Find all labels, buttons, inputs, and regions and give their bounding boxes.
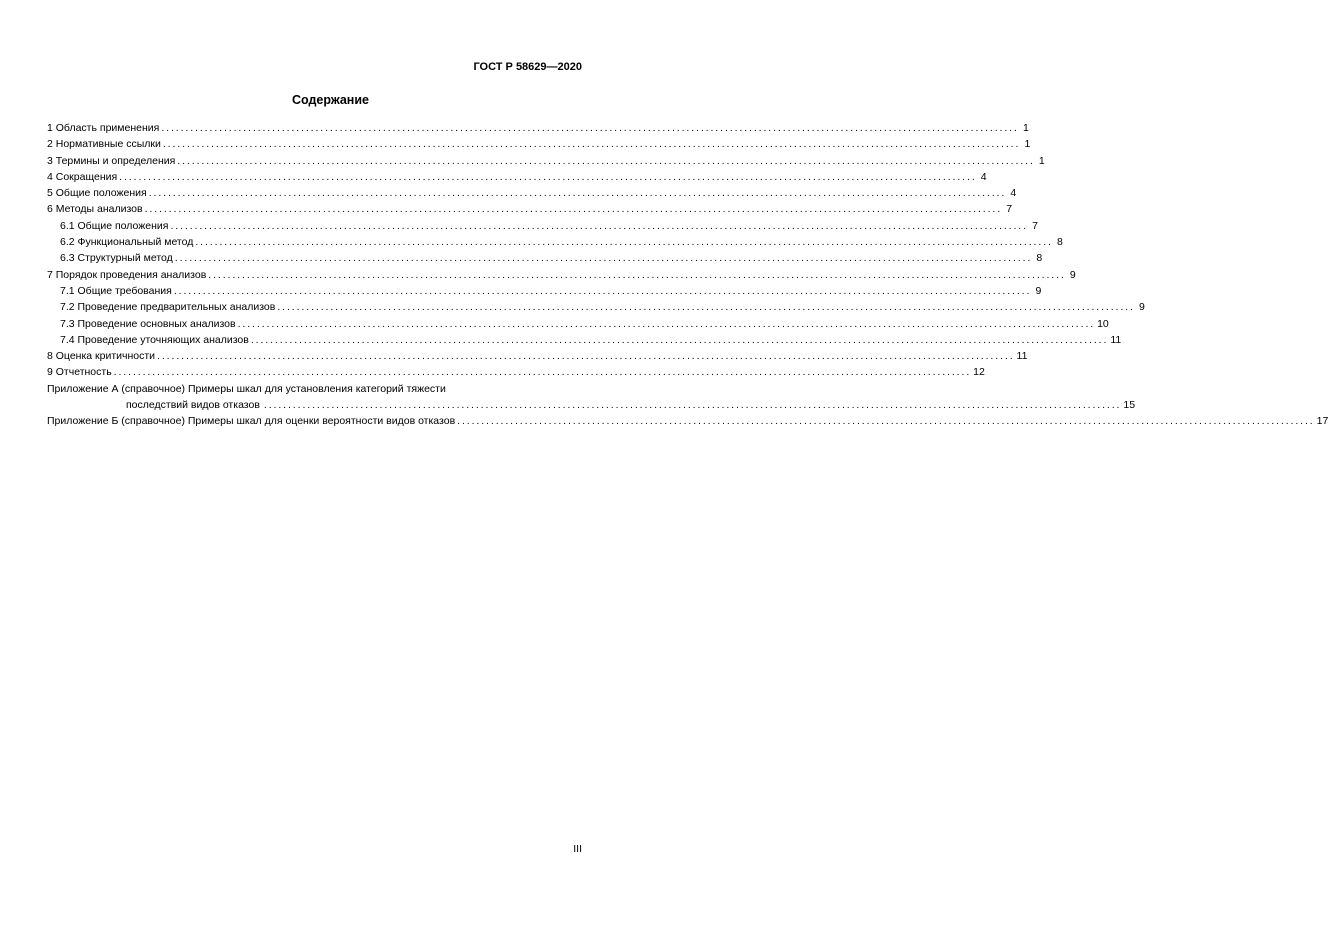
toc-item-page: 10 [1097, 317, 1109, 330]
toc-item-page: 7 [1032, 219, 1038, 232]
toc-item-7-1[interactable] [47, 283, 1042, 299]
toc-leader-dots: .................................................................................................................................................................................. [208, 268, 1066, 281]
toc-item-page: 4 [1010, 187, 1017, 200]
table-of-contents [47, 120, 1328, 430]
toc-leader-dots: .................................................................................................................................................................................. [173, 284, 1032, 297]
toc-item-page: 8 [1036, 252, 1043, 265]
toc-item-label-line1: Приложение А (справочное) Примеры шкал для установления категорий тяжести [47, 382, 446, 395]
toc-item-page: 1 [1022, 122, 1029, 134]
page-number: III [573, 843, 582, 855]
toc-item-7[interactable] [47, 267, 1076, 283]
toc-item-page: 17 [1316, 415, 1328, 428]
toc-item-6-3[interactable] [47, 250, 1043, 266]
toc-item-label: 7.3 Проведение основных анализов [60, 317, 236, 330]
toc-item-page: 9 [1138, 301, 1145, 314]
toc-item-9[interactable] [47, 364, 985, 380]
toc-item-label: 3 Термины и определения [47, 154, 176, 167]
toc-item-page: 11 [1110, 333, 1122, 346]
toc-leader-dots: .................................................................................................................................................................................. [161, 122, 1019, 134]
toc-item-6-1[interactable] [47, 218, 1038, 234]
toc-leader-dots: .................................................................................................................................................................................. [144, 203, 1003, 216]
toc-item-6-2[interactable] [47, 234, 1063, 250]
toc-item-label: Приложение Б (справочное) Примеры шкал для оценки вероятности видов отказов [47, 415, 456, 428]
toc-item-8[interactable] [47, 348, 1028, 364]
toc-leader-dots: .................................................................................................................................................................................. [195, 236, 1053, 249]
toc-item-page: 11 [1016, 350, 1028, 363]
toc-leader-dots: .................................................................................................................................................................................. [174, 252, 1033, 265]
toc-item-label: 6.3 Структурный метод [60, 252, 173, 265]
toc-leader-dots: .................................................................................................................................................................................. [250, 333, 1109, 346]
toc-item-5[interactable] [47, 185, 1017, 201]
toc-item-3[interactable] [47, 153, 1045, 169]
toc-item-6[interactable] [47, 201, 1013, 217]
toc-leader-dots: .................................................................................................................................................................................. [237, 317, 1096, 330]
toc-item-label: 6.1 Общие положения [60, 219, 169, 232]
page-header: ГОСТ Р 58629—2020 [473, 61, 582, 73]
toc-item-page: 12 [973, 366, 985, 379]
toc-item-7-2[interactable] [47, 299, 1145, 315]
toc-leader-dots: .................................................................................................................................................................................. [170, 219, 1028, 232]
toc-item-label: 6 Методы анализов [47, 203, 143, 216]
toc-leader-dots: .................................................................................................................................................................................. [148, 187, 1007, 200]
toc-leader-dots: .................................................................................................................................................................................. [457, 415, 1315, 428]
toc-item-label-line2: последствий видов отказов [126, 399, 260, 412]
toc-item-label: 7.1 Общие требования [60, 284, 172, 297]
toc-item-page: 1 [1024, 138, 1031, 151]
toc-item-appendix-a[interactable] [47, 381, 1136, 414]
toc-item-4[interactable] [47, 169, 987, 185]
toc-item-page: 7 [1006, 203, 1013, 216]
toc-leader-dots: .................................................................................................................................................................................. [113, 366, 972, 379]
toc-item-label: 4 Сокращения [47, 170, 118, 183]
toc-leader-dots: .................................................................................................................................................................................. [162, 138, 1021, 151]
toc-item-page: 9 [1035, 284, 1042, 297]
toc-item-appendix-b[interactable] [47, 413, 1328, 429]
toc-title: Содержание [291, 93, 369, 107]
toc-item-page: 1 [1038, 154, 1045, 167]
toc-item-2[interactable] [47, 136, 1031, 152]
toc-leader-dots: .................................................................................................................................................................................. [263, 399, 1122, 412]
toc-item-label: 9 Отчетность [47, 366, 112, 379]
toc-leader-dots: .................................................................................................................................................................................. [277, 301, 1135, 314]
toc-item-7-3[interactable] [47, 316, 1109, 332]
toc-item-label: 1 Область применения [47, 122, 160, 134]
toc-item-1[interactable] [47, 120, 1029, 136]
toc-item-page: 9 [1069, 268, 1076, 281]
toc-item-label: 7.2 Проведение предварительных анализов [60, 301, 276, 314]
toc-item-7-4[interactable] [47, 332, 1122, 348]
toc-item-label: 5 Общие положения [47, 187, 147, 200]
toc-item-label: 6.2 Функциональный метод [60, 236, 194, 249]
toc-leader-dots: .................................................................................................................................................................................. [177, 154, 1035, 167]
toc-item-page: 8 [1056, 236, 1063, 249]
toc-leader-dots: .................................................................................................................................................................................. [119, 170, 977, 183]
toc-item-label: 7 Порядок проведения анализов [47, 268, 207, 281]
toc-item-page: 4 [980, 170, 987, 183]
toc-item-label: 2 Нормативные ссылки [47, 138, 161, 151]
toc-item-page: 15 [1123, 399, 1136, 412]
toc-item-label: 7.4 Проведение уточняющих анализов [60, 333, 249, 346]
toc-leader-dots: .................................................................................................................................................................................. [157, 350, 1015, 363]
toc-item-label: 8 Оценка критичности [47, 350, 156, 363]
